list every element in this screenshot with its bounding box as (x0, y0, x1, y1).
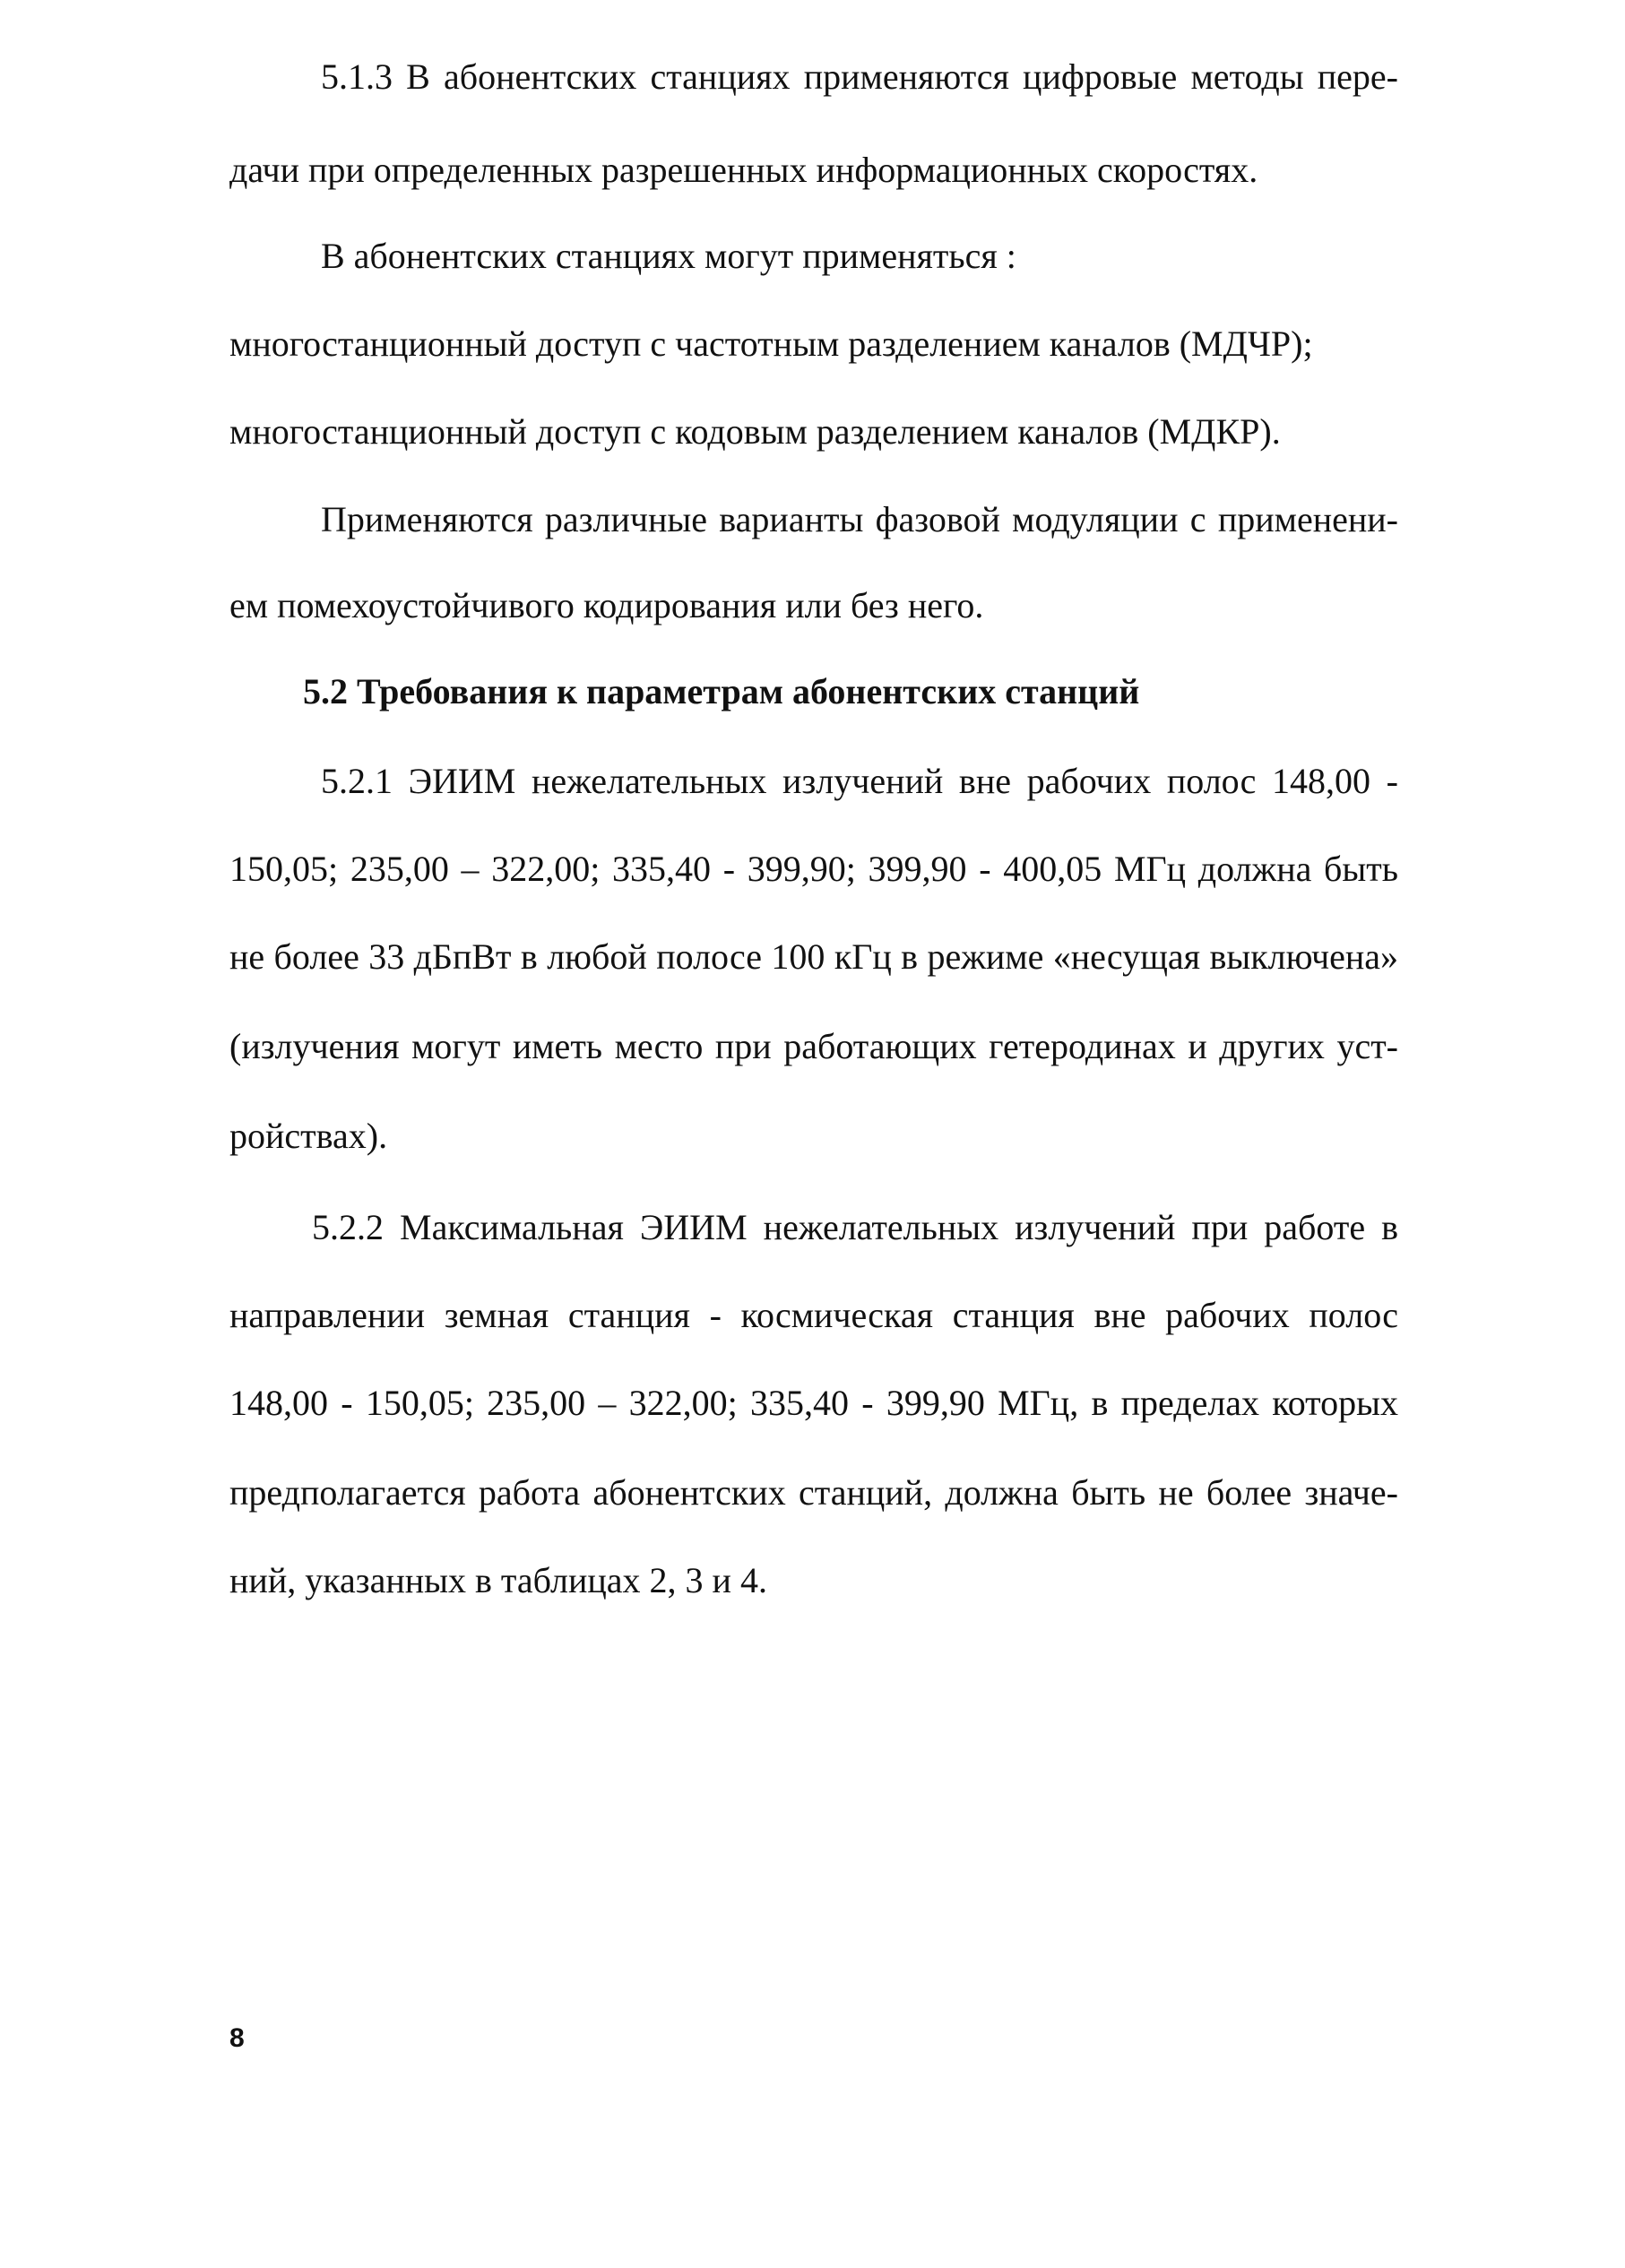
para-5-2-2-line-3: 148,00 - 150,05; 235,00 – 322,00; 335,40 - 399,90 МГц, в пределах которых (229, 1383, 1398, 1423)
para-5-2-1-line-5: ройствах). (229, 1116, 388, 1156)
para-5-1-3-line-2: дачи при определенных разрешенных информационных скоростях. (229, 150, 1258, 190)
access-intro: В абонентских станциях могут применяться : (321, 236, 1016, 276)
para-5-2-2-line-1: 5.2.2 Максимальная ЭИИМ нежелательных излучений при работе в (312, 1207, 1398, 1247)
para-5-2-2-line-4: предполагается работа абонентских станций, должна быть не более значе- (229, 1472, 1398, 1513)
page-number: 8 (229, 2023, 245, 2053)
para-5-2-1-line-4: (излучения могут иметь место при работающих гетеродинах и других уст- (229, 1026, 1398, 1066)
access-fdma: многостанционный доступ с частотным разделением каналов (МДЧР); (229, 323, 1313, 364)
modulation-line-1: Применяются различные варианты фазовой модуляции с применени- (321, 499, 1398, 539)
para-5-2-1-line-1: 5.2.1 ЭИИМ нежелательных излучений вне рабочих полос 148,00 - (321, 761, 1398, 801)
section-5-2-heading: 5.2 Требования к параметрам абонентских станций (303, 671, 1140, 711)
para-5-2-2-line-5: ний, указанных в таблицах 2, 3 и 4. (229, 1560, 767, 1600)
para-5-1-3-line-1: 5.1.3 В абонентских станциях применяются цифровые методы пере- (321, 56, 1398, 97)
para-5-2-1-line-2: 150,05; 235,00 – 322,00; 335,40 - 399,90; 399,90 - 400,05 МГц должна быть (229, 849, 1398, 889)
modulation-line-2: ем помехоустойчивого кодирования или без него. (229, 585, 984, 625)
para-5-2-1-line-3: не более 33 дБпВт в любой полосе 100 кГц в режиме «несущая выключена» (229, 936, 1398, 977)
para-5-2-2-line-2: направлении земная станция - космическая станция вне рабочих полос (229, 1295, 1398, 1335)
access-cdma: многостанционный доступ с кодовым разделением каналов (МДКР). (229, 411, 1281, 452)
